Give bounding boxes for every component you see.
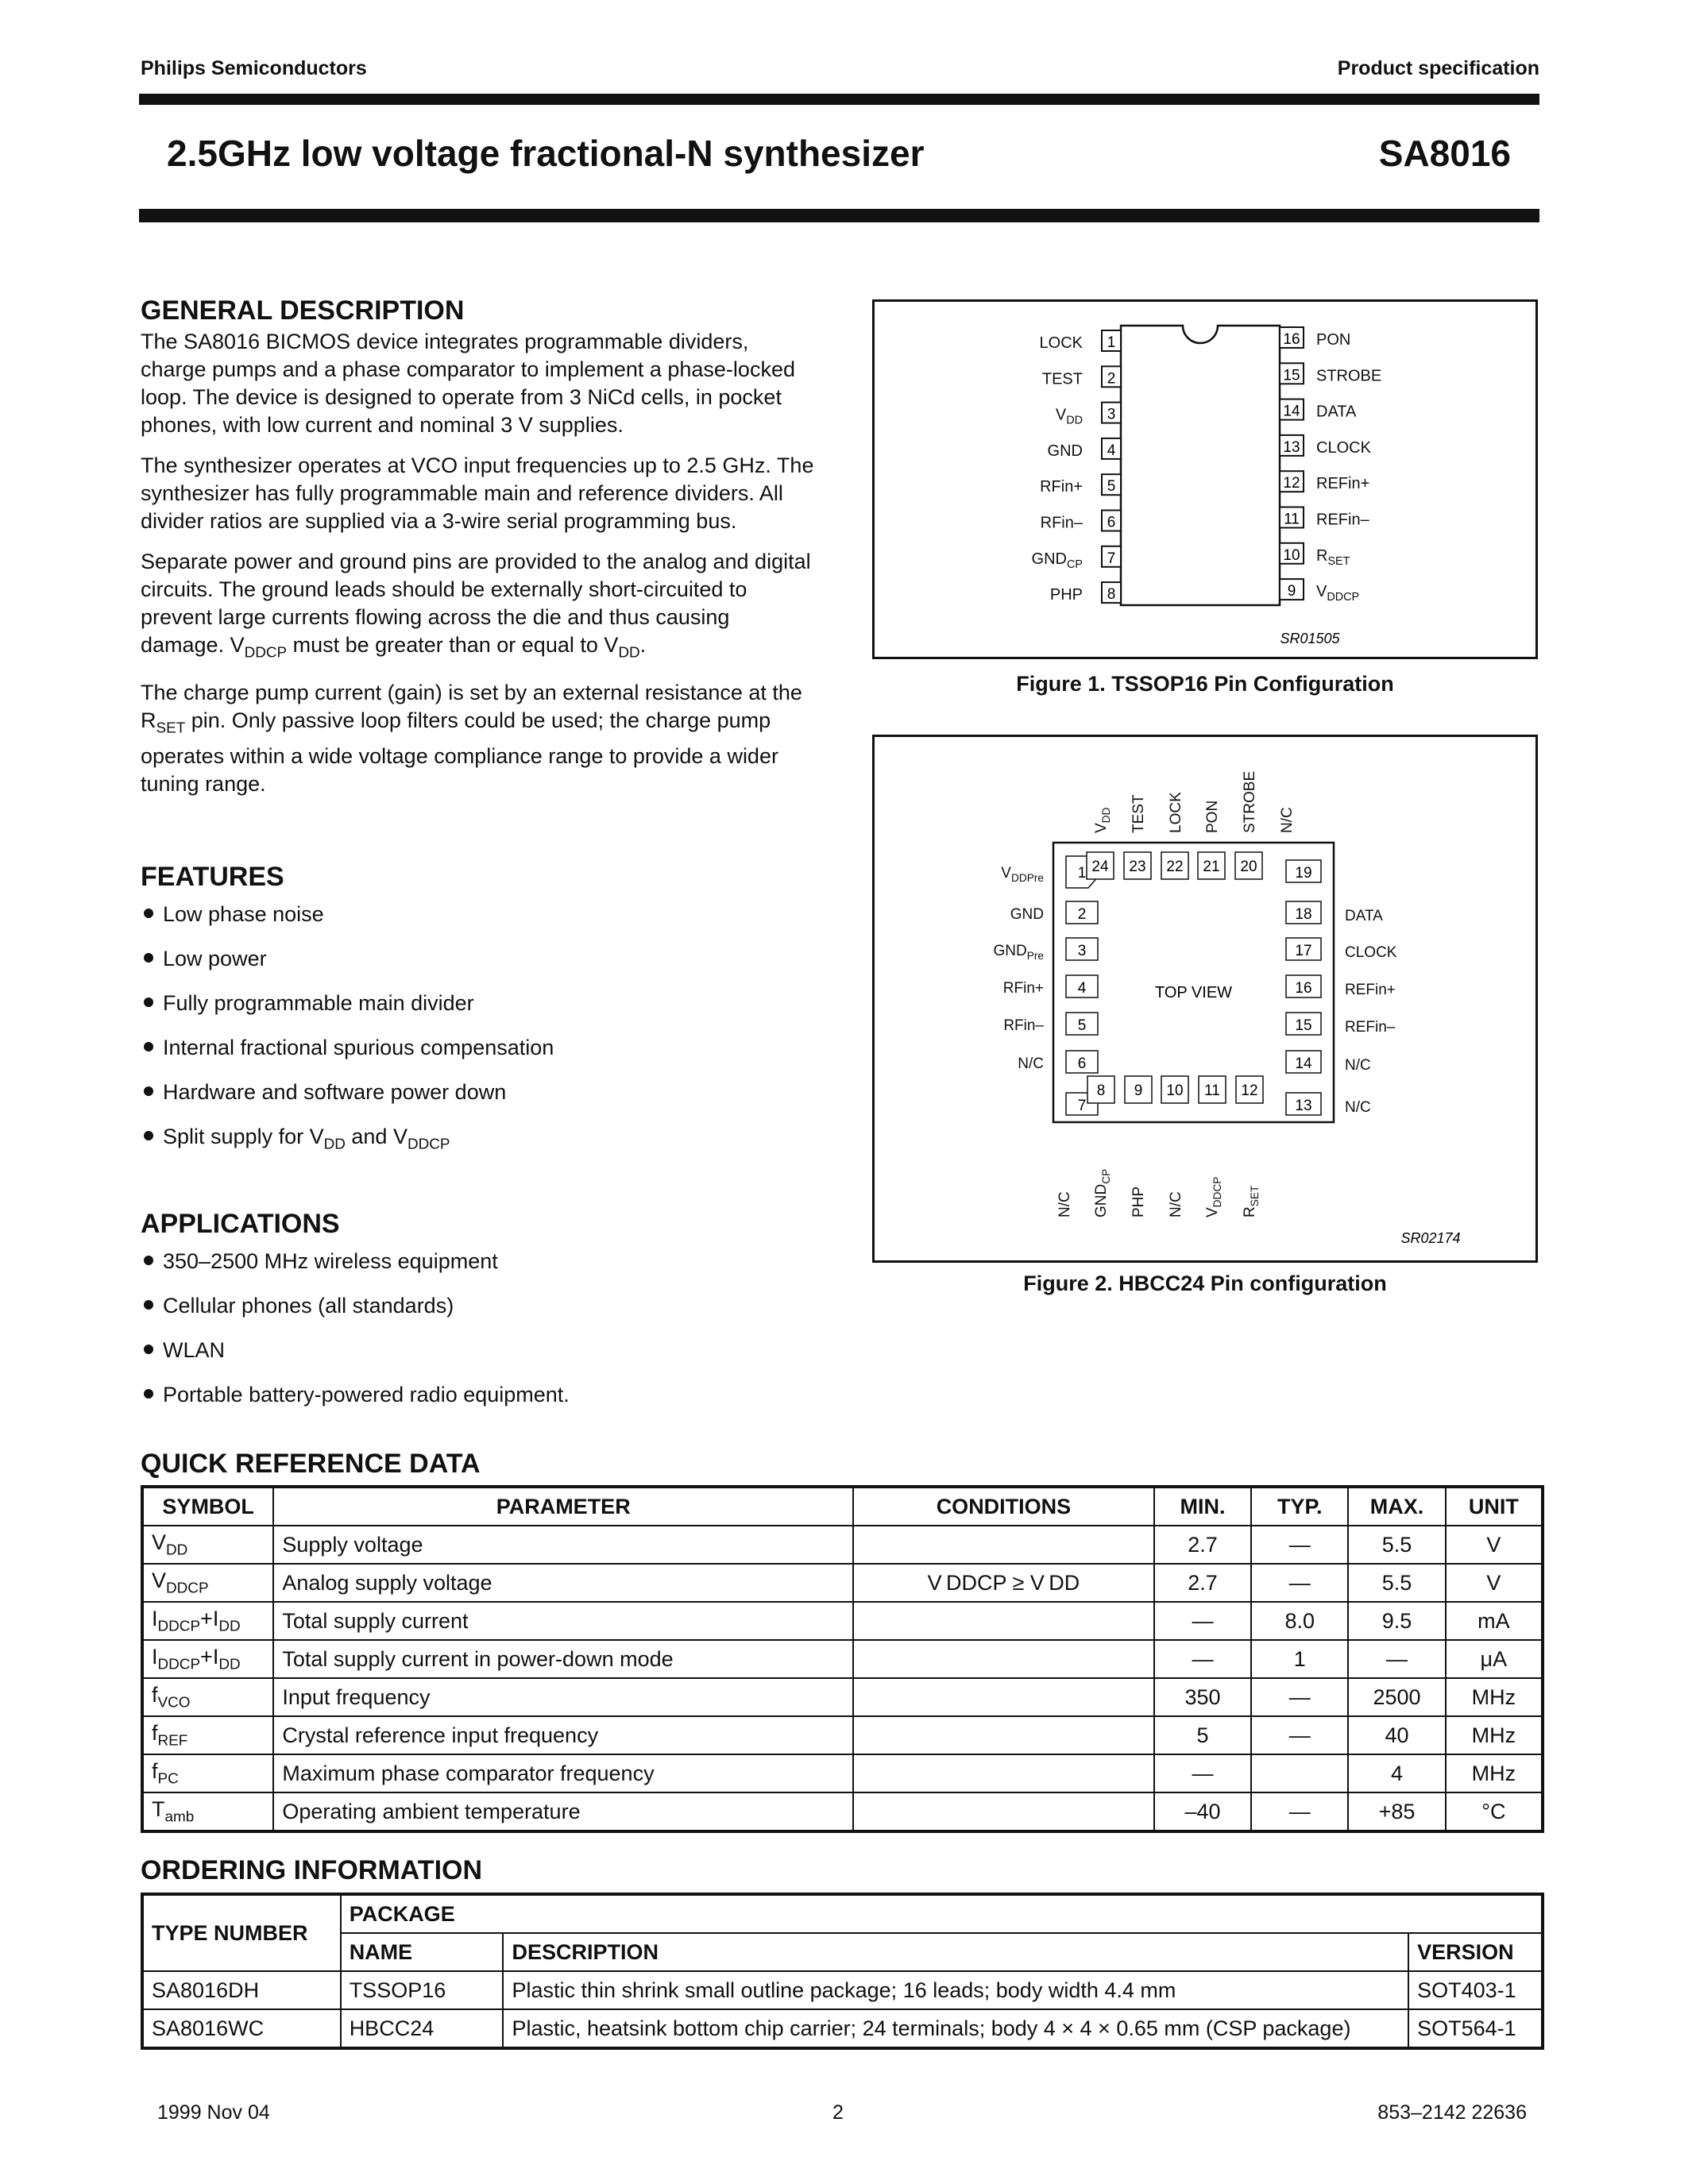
qr-conditions [853, 1640, 1154, 1678]
qr-parameter: Crystal reference input frequency [273, 1716, 853, 1754]
pin-number: 12 [1241, 1082, 1258, 1099]
pin-label: $V_{DD}$ [1055, 406, 1083, 427]
bullet-icon [144, 1345, 153, 1354]
quick-reference-heading: QUICK REFERENCE DATA [141, 1449, 481, 1479]
pin-label: $V_{DD}$ [1093, 807, 1112, 833]
ordering-col-type: TYPE NUMBER [142, 1894, 341, 1971]
pin-label: GND [1010, 906, 1044, 923]
qr-typ [1251, 1754, 1348, 1792]
qr-max: — [1348, 1640, 1445, 1678]
qr-min: 2.7 [1154, 1564, 1251, 1602]
ordering-row [142, 1971, 1543, 2009]
page-title: 2.5GHz low voltage fractional-N synthesizer [167, 133, 925, 174]
qr-symbol: $V_{DDCP}$ [142, 1564, 273, 1602]
ordering-name: TSSOP16 [341, 1971, 504, 2009]
qr-row [142, 1526, 1543, 1564]
bullet-icon [144, 953, 153, 963]
qr-typ: — [1251, 1678, 1348, 1716]
pin-label: RFin– [1003, 1017, 1044, 1034]
features-list [141, 901, 816, 1158]
qr-unit: mA [1446, 1602, 1543, 1640]
pin-label: $R_{SET}$ [1316, 546, 1350, 568]
bullet-icon [144, 1300, 153, 1310]
qr-typ: — [1251, 1564, 1348, 1602]
qr-typ: — [1251, 1526, 1348, 1564]
qr-column-header: TYP. [1251, 1487, 1348, 1526]
qr-column-header: MIN. [1154, 1487, 1251, 1526]
qr-unit: °C [1446, 1792, 1543, 1831]
pin-label: REFin– [1345, 1019, 1396, 1036]
pin-number: 15 [1295, 1017, 1312, 1034]
footer-page-number: 2 [832, 2101, 844, 2124]
qr-min: –40 [1154, 1792, 1251, 1831]
pin-number: 18 [1295, 906, 1312, 923]
pin-number: 14 [1283, 403, 1300, 420]
qr-row [142, 1564, 1543, 1602]
qr-column-header: PARAMETER [273, 1487, 853, 1526]
qr-column-header: SYMBOL [142, 1487, 273, 1526]
qr-parameter: Analog supply voltage [273, 1564, 853, 1602]
bullet-icon [144, 1389, 153, 1399]
pin-number: 15 [1283, 367, 1300, 384]
pin-number: 6 [1107, 514, 1116, 531]
qr-symbol: $T_{amb}$ [142, 1792, 273, 1831]
pin-label: CLOCK [1345, 944, 1397, 961]
pin-label: PON [1204, 800, 1221, 833]
ordering-desc: Plastic thin shrink small outline package; 16 leads; body width 4.4 mm [503, 1971, 1408, 2009]
qr-unit: MHz [1446, 1754, 1543, 1792]
pin-label: DATA [1345, 908, 1383, 924]
pin-number: 22 [1166, 859, 1184, 875]
pin-label: RFin+ [1002, 980, 1044, 997]
pin-number: 10 [1166, 1082, 1184, 1099]
qr-unit: V [1446, 1564, 1543, 1602]
pin-number: 3 [1107, 406, 1116, 423]
applications-section [141, 1209, 816, 1426]
pin-number: 7 [1077, 1098, 1087, 1114]
qr-conditions [853, 1526, 1154, 1564]
qr-unit: μA [1446, 1640, 1543, 1678]
pin-label: STROBE [1316, 367, 1382, 385]
tssop16-diagram [875, 302, 1535, 657]
qr-conditions [853, 1792, 1154, 1831]
pin-number: 2 [1107, 370, 1116, 388]
pin-number: 24 [1091, 859, 1109, 875]
pin-label: STROBE [1242, 770, 1258, 833]
pin-label: LOCK [1039, 334, 1083, 352]
qr-max: 9.5 [1348, 1602, 1445, 1640]
quick-reference-table [141, 1485, 1544, 1833]
qr-row [142, 1716, 1543, 1754]
ordering-version: SOT564-1 [1408, 2009, 1543, 2048]
pin-label: TEST [1130, 794, 1147, 833]
application-item: WLAN [141, 1337, 816, 1364]
qr-symbol: $I_{DDCP}+I_{DD}$ [142, 1602, 273, 1640]
bullet-icon [144, 1042, 153, 1051]
bullet-icon [144, 1131, 153, 1140]
pin-number: 2 [1077, 906, 1087, 923]
pin-number: 20 [1240, 859, 1257, 875]
ordering-name: HBCC24 [341, 2009, 504, 2048]
qr-parameter: Maximum phase comparator frequency [273, 1754, 853, 1792]
footer-date: 1999 Nov 04 [157, 2101, 270, 2124]
pin-number: 3 [1077, 943, 1087, 959]
header-rule-top [139, 94, 1539, 105]
pin-number: 5 [1077, 1017, 1087, 1034]
pin-label: PHP [1130, 1186, 1147, 1217]
pin-label: $R_{SET}$ [1242, 1185, 1261, 1217]
qr-row [142, 1754, 1543, 1792]
pin-label: REFin– [1316, 511, 1369, 529]
pin-label: TEST [1041, 370, 1083, 388]
qr-symbol: $f_{PC}$ [142, 1754, 273, 1792]
qr-parameter: Operating ambient temperature [273, 1792, 853, 1831]
feature-item: Low phase noise [141, 901, 816, 928]
ordering-table [141, 1893, 1544, 2050]
qr-symbol: $I_{DDCP}+I_{DD}$ [142, 1640, 273, 1678]
feature-item: Low power [141, 945, 816, 972]
pin-number: 19 [1295, 865, 1312, 882]
pin-number: 12 [1283, 475, 1300, 492]
pin-label: $GND_{CP}$ [1031, 550, 1083, 571]
qr-parameter: Supply voltage [273, 1526, 853, 1564]
qr-symbol: $f_{REF}$ [142, 1716, 273, 1754]
bullet-icon [144, 997, 153, 1007]
general-description-section [141, 295, 816, 811]
ordering-col-version: VERSION [1408, 1933, 1543, 1971]
qr-column-header: UNIT [1446, 1487, 1543, 1526]
qr-min: 350 [1154, 1678, 1251, 1716]
pin-number: 6 [1077, 1055, 1087, 1072]
figure-2-hbcc24 [872, 735, 1538, 1263]
qr-min: — [1154, 1640, 1251, 1678]
pin-number: 5 [1107, 478, 1116, 496]
pin-label: N/C [1056, 1191, 1073, 1217]
pin-number: 9 [1134, 1082, 1143, 1099]
gd-paragraph-1: The SA8016 BICMOS device integrates programmable dividers, charge pumps and a phase comparator to implement a phase-locked loop. The device is designed to operate from 3 NiCd cells, in pocket phones, with low current and nominal 3 V supplies. [141, 330, 795, 437]
doc-type: Product specification [1337, 57, 1539, 79]
company-name: Philips Semiconductors [141, 57, 367, 79]
pin-number: 4 [1107, 442, 1116, 459]
qr-min: 2.7 [1154, 1526, 1251, 1564]
applications-list [141, 1248, 816, 1408]
ordering-col-package: PACKAGE [341, 1894, 1543, 1933]
qr-row [142, 1792, 1543, 1831]
header-rule-bottom [139, 209, 1539, 222]
quick-reference-header-row [142, 1487, 1543, 1526]
pin-label: PON [1316, 331, 1351, 349]
ordering-desc: Plastic, heatsink bottom chip carrier; 24 terminals; body 4 × 4 × 0.65 mm (CSP package) [503, 2009, 1408, 2048]
figure-code: SR02174 [1400, 1230, 1461, 1246]
ordering-col-description: DESCRIPTION [503, 1933, 1408, 1971]
pin-number: 16 [1295, 980, 1312, 997]
ordering-row [142, 2009, 1543, 2048]
feature-item: Internal fractional spurious compensation [141, 1034, 816, 1061]
qr-typ: — [1251, 1716, 1348, 1754]
figure-1-tssop16 [872, 299, 1538, 659]
qr-symbol: $V_{DD}$ [142, 1526, 273, 1564]
pin-label: $V_{DDCP}$ [1204, 1176, 1223, 1217]
ordering-type: SA8016WC [142, 2009, 341, 2048]
qr-typ: 8.0 [1251, 1602, 1348, 1640]
pin-number: 8 [1096, 1082, 1106, 1099]
pin-label: DATA [1316, 403, 1357, 421]
pin-number: 1 [1077, 865, 1087, 882]
top-view-label: TOP VIEW [1154, 984, 1233, 1001]
qr-column-header: CONDITIONS [853, 1487, 1154, 1526]
pin-label: $V_{DDCP}$ [1316, 583, 1360, 604]
ordering-version: SOT403-1 [1408, 1971, 1543, 2009]
qr-conditions [853, 1678, 1154, 1716]
footer-doc-code: 853–2142 22636 [1377, 2101, 1527, 2124]
bullet-icon [144, 909, 153, 918]
qr-parameter: Total supply current in power-down mode [273, 1640, 853, 1678]
ordering-col-name: NAME [341, 1933, 504, 1971]
qr-column-header: MAX. [1348, 1487, 1445, 1526]
pin-number: 13 [1283, 438, 1300, 456]
pin-label: N/C [1018, 1055, 1044, 1072]
pin-number: 9 [1287, 583, 1296, 600]
gd-paragraph-4: The charge pump current (gain) is set by an external resistance at the $R_{SET}$ pin. Only passive loop filters could be used; the charge pump operates within a wide voltage compliance range to provide a wider tuning range. [141, 681, 802, 796]
pin-number: 13 [1295, 1098, 1312, 1114]
pin-label: REFin+ [1316, 475, 1370, 493]
feature-item: Hardware and software power down [141, 1078, 816, 1106]
qr-row [142, 1678, 1543, 1716]
ordering-type: SA8016DH [142, 1971, 341, 2009]
general-description-body [141, 328, 816, 798]
figure-2-caption: Figure 2. HBCC24 Pin configuration [1023, 1271, 1387, 1295]
qr-min: — [1154, 1602, 1251, 1640]
qr-parameter: Total supply current [273, 1602, 853, 1640]
pin-number: 11 [1284, 511, 1300, 528]
pin-number: 17 [1295, 943, 1312, 959]
figure-1-caption: Figure 1. TSSOP16 Pin Configuration [1016, 672, 1394, 696]
pin-label: RFin– [1040, 514, 1083, 532]
applications-heading: APPLICATIONS [141, 1209, 340, 1239]
application-item: Portable battery-powered radio equipment. [141, 1381, 816, 1408]
qr-min: 5 [1154, 1716, 1251, 1754]
pin-label: GND [1047, 442, 1083, 460]
pin-label: N/C [1279, 807, 1296, 833]
qr-unit: MHz [1446, 1678, 1543, 1716]
qr-conditions [853, 1602, 1154, 1640]
pin-label: $GND_{Pre}$ [993, 943, 1044, 962]
qr-typ: — [1251, 1792, 1348, 1831]
qr-max: 2500 [1348, 1678, 1445, 1716]
pin-label: $GND_{CP}$ [1093, 1168, 1112, 1217]
qr-max: +85 [1348, 1792, 1445, 1831]
part-number: SA8016 [1378, 133, 1511, 174]
ordering-heading: ORDERING INFORMATION [141, 1855, 483, 1885]
ic-body-outline [1121, 326, 1280, 605]
qr-row [142, 1602, 1543, 1640]
qr-parameter: Input frequency [273, 1678, 853, 1716]
pin-number: 21 [1203, 859, 1220, 875]
pin-number: 4 [1077, 980, 1087, 997]
qr-symbol: $f_{VCO}$ [142, 1678, 273, 1716]
feature-item: Fully programmable main divider [141, 990, 816, 1017]
application-item: Cellular phones (all standards) [141, 1292, 816, 1319]
bullet-icon [144, 1256, 153, 1265]
application-item: 350–2500 MHz wireless equipment [141, 1248, 816, 1275]
pin-label: PHP [1049, 586, 1083, 604]
pin-number: 16 [1283, 331, 1300, 348]
pin-label: N/C [1168, 1191, 1184, 1217]
pin-number: 10 [1283, 546, 1300, 564]
features-section [141, 862, 816, 1175]
qr-row [142, 1640, 1543, 1678]
pin-number: 11 [1204, 1082, 1220, 1099]
qr-unit: V [1446, 1526, 1543, 1564]
pin-number: 8 [1107, 586, 1116, 604]
qr-max: 5.5 [1348, 1526, 1445, 1564]
feature-item: Split supply for $V_{DD}$ and $V_{DDCP}$ [141, 1123, 816, 1158]
hbcc24-diagram [875, 737, 1535, 1260]
qr-unit: MHz [1446, 1716, 1543, 1754]
bullet-icon [144, 1086, 153, 1096]
gd-paragraph-2: The synthesizer operates at VCO input frequencies up to 2.5 GHz. The synthesizer has fully programmable main and reference dividers. All divider ratios are supplied via a 3-wire serial programming bus. [141, 453, 814, 533]
qr-conditions [853, 1754, 1154, 1792]
qr-max: 40 [1348, 1716, 1445, 1754]
qr-min: — [1154, 1754, 1251, 1792]
pin-label: LOCK [1168, 792, 1184, 833]
pin-number: 1 [1107, 334, 1116, 351]
pin-number: 23 [1129, 859, 1146, 875]
pin-label: N/C [1345, 1099, 1371, 1116]
pin-number: 7 [1107, 550, 1116, 567]
pin-label: CLOCK [1316, 438, 1371, 457]
general-description-heading: GENERAL DESCRIPTION [141, 295, 465, 326]
gd-paragraph-3: Separate power and ground pins are provided to the analog and digital circuits. The ground leads should be externally short-circuited to prevent large currents flowing across the die and thus causing damage. $V_{DDCP}$ must be greater than or equal to $V_{DD}$. [141, 550, 811, 662]
pin-label: $V_{DDPre}$ [1001, 865, 1044, 884]
qr-typ: 1 [1251, 1640, 1348, 1678]
pin-label: RFin+ [1040, 478, 1083, 496]
pin-label: N/C [1345, 1057, 1371, 1074]
pin-label: REFin+ [1345, 982, 1396, 998]
qr-conditions [853, 1716, 1154, 1754]
qr-max: 5.5 [1348, 1564, 1445, 1602]
features-heading: FEATURES [141, 862, 284, 892]
qr-conditions: V DDCP ≥ V DD [853, 1564, 1154, 1602]
pin-number: 14 [1295, 1055, 1312, 1072]
figure-code: SR01505 [1280, 631, 1340, 646]
qr-max: 4 [1348, 1754, 1445, 1792]
